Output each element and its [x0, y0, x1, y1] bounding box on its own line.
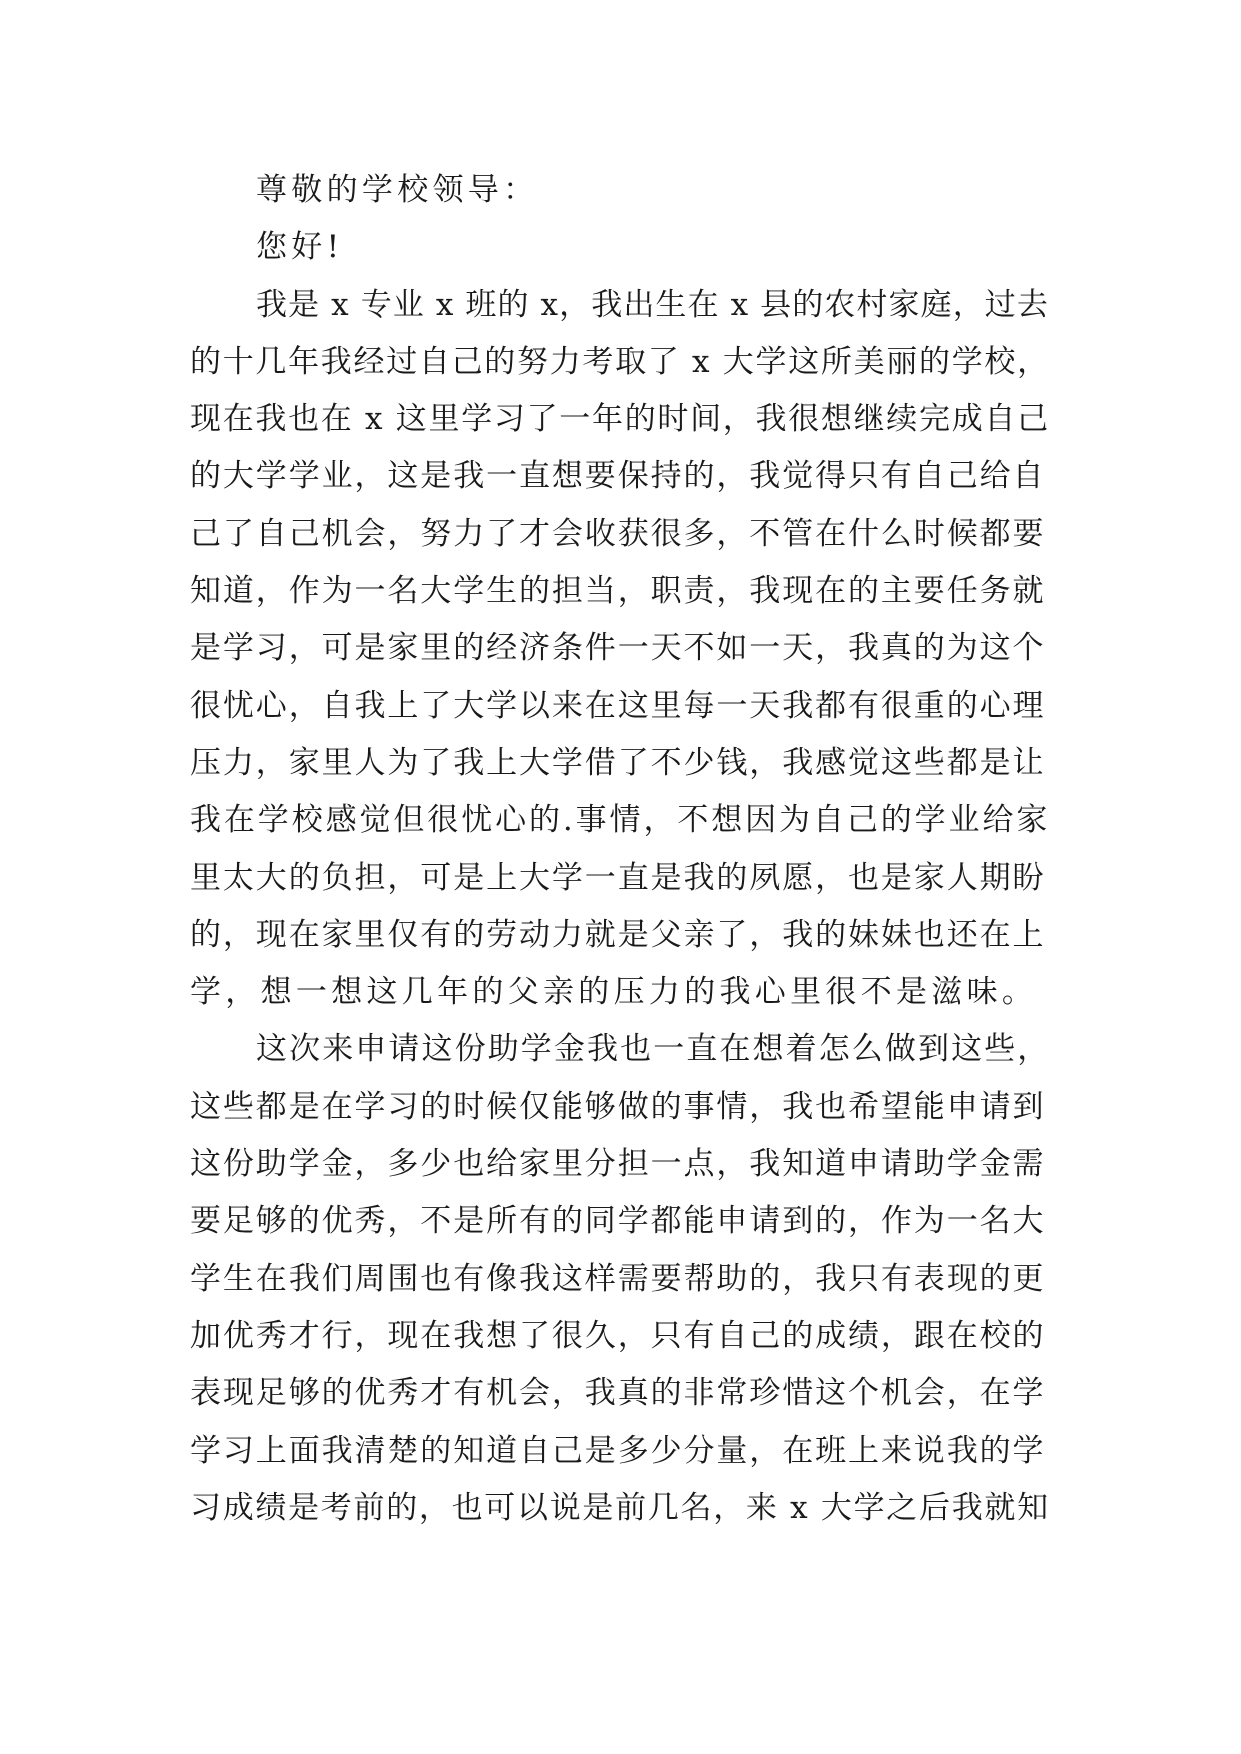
paragraph-1-line: 我在学校感觉但很忧心的.事情，不想因为自己的学业给家: [190, 802, 1051, 839]
paragraph-1-line: 现在我也在 x 这里学习了一年的时间，我很想继续完成自己: [190, 401, 1050, 438]
paragraph-2-line: 加优秀才行，现在我想了很久，只有自己的成绩，跟在校的: [190, 1317, 1046, 1354]
paragraph-2-line: 要足够的优秀，不是所有的同学都能申请到的，作为一名大: [190, 1203, 1046, 1240]
paragraph-1-line: 学，想一想这几年的父亲的压力的我心里很不是滋味。: [190, 974, 1038, 1011]
greeting-line: 尊敬的学校领导：: [256, 172, 539, 208]
paragraph-1-line: 压力，家里人为了我上大学借了不少钱，我感觉这些都是让: [190, 744, 1046, 781]
paragraph-2-line: 这次来申请这份助学金我也一直在想着怎么做到这些，: [256, 1031, 1051, 1068]
paragraph-2-line: 学习上面我清楚的知道自己是多少分量，在班上来说我的学: [190, 1432, 1046, 1469]
paragraph-1-line: 很忧心，自我上了大学以来在这里每一天我都有很重的心理: [190, 687, 1046, 724]
paragraph-1-line: 是学习，可是家里的经济条件一天不如一天，我真的为这个: [190, 630, 1046, 667]
paragraph-2-line: 这份助学金，多少也给家里分担一点，我知道申请助学金需: [190, 1146, 1046, 1183]
paragraph-2-line: 习成绩是考前的，也可以说是前几名，来 x 大学之后我就知: [190, 1489, 1050, 1526]
paragraph-1-line: 我是 x 专业 x 班的 x，我出生在 x 县的农村家庭，过去: [256, 286, 1050, 323]
salutation-line: 您好!: [256, 229, 344, 266]
paragraph-2-line: 学生在我们周围也有像我这样需要帮助的，我只有表现的更: [190, 1260, 1046, 1297]
paragraph-1-line: 的大学学业，这是我一直想要保持的，我觉得只有自己给自: [190, 458, 1046, 495]
paragraph-1-line: 的，现在家里仅有的劳动力就是父亲了，我的妹妹也还在上: [190, 916, 1046, 953]
paragraph-2-line: 这些都是在学习的时候仅能够做的事情，我也希望能申请到: [190, 1088, 1046, 1125]
paragraph-1-line: 知道，作为一名大学生的担当，职责，我现在的主要任务就: [190, 573, 1046, 610]
paragraph-1-line: 己了自己机会，努力了才会收获很多，不管在什么时候都要: [190, 515, 1046, 552]
paragraph-1-line: 的十几年我经过自己的努力考取了 x 大学这所美丽的学校，: [190, 343, 1050, 380]
letter-body: [190, 162, 1050, 1537]
paragraph-1-line: 里太大的负担，可是上大学一直是我的夙愿，也是家人期盼: [190, 859, 1046, 896]
paragraph-2-line: 表现足够的优秀才有机会，我真的非常珍惜这个机会，在学: [190, 1375, 1046, 1412]
